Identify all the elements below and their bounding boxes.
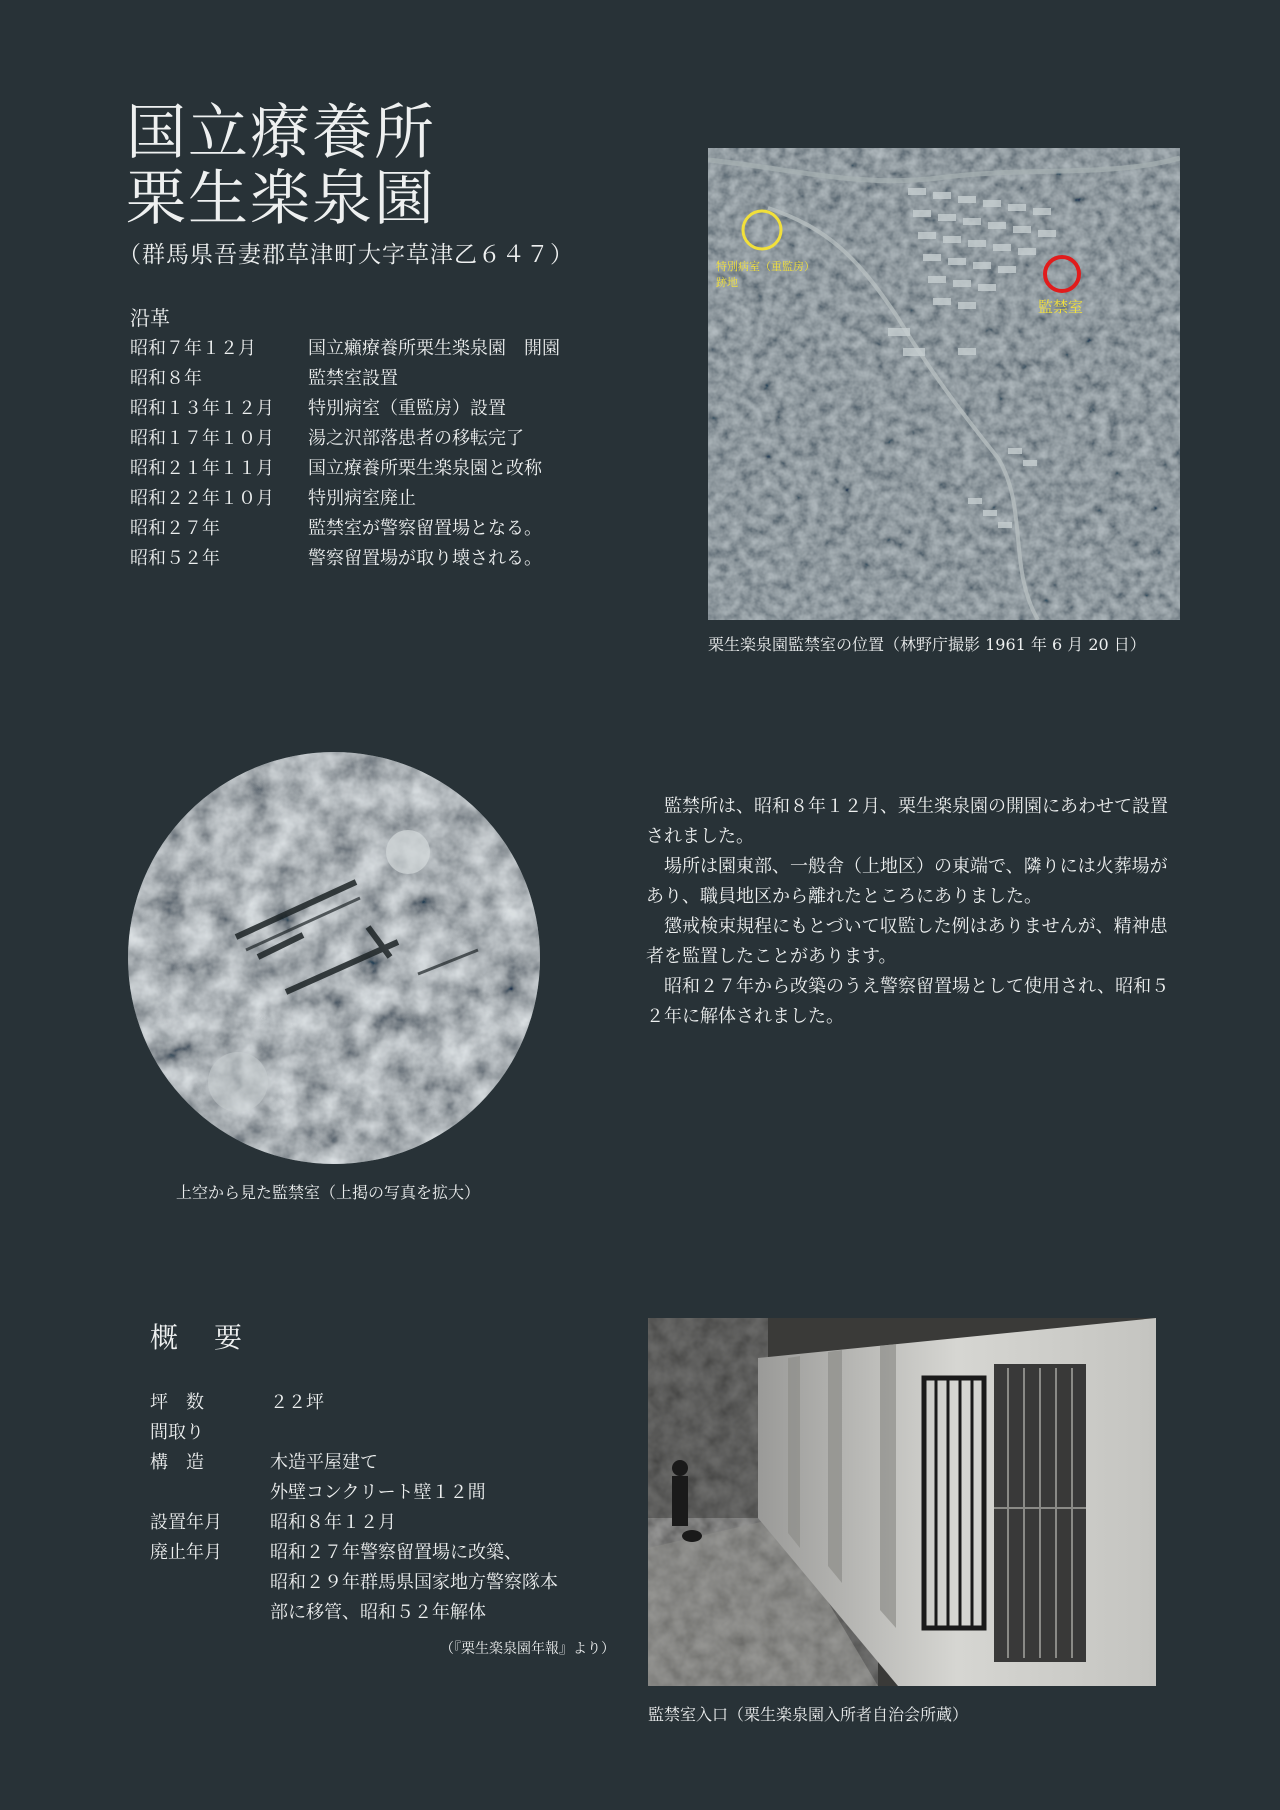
history-date: 昭和２２年１０月 [130,488,274,509]
overview-label: 構 造 [150,1452,204,1473]
overview-value: 部に移管、昭和５２年解体 [270,1602,486,1623]
history-date: 昭和５２年 [130,548,220,569]
aerial-photo-caption: 栗生楽泉園監禁室の位置（林野庁撮影 1961 年 6 月 20 日） [708,635,1146,654]
overview-value: 昭和２９年群馬県国家地方警察隊本 [270,1572,558,1593]
history-date: 昭和１３年１２月 [130,398,274,419]
overview-heading: 概 要 [150,1321,247,1354]
overview-value: 木造平屋建て [270,1452,378,1473]
history-event: 湯之沢部落患者の移転完了 [308,428,524,449]
history-event: 警察留置場が取り壊される。 [308,548,542,569]
overview-source: （『栗生楽泉園年報』より） [440,1641,615,1657]
history-date: 昭和７年１２月 [130,338,256,359]
overview-value: 昭和８年１２月 [270,1512,396,1533]
description-paragraph: 場所は園東部、一般舎（上地区）の東端で、隣りには火葬場があり、職員地区から離れたところにありました。 [646,856,1168,907]
history-date: 昭和２１年１１月 [130,458,274,479]
closeup-photo-image [128,752,540,1164]
history-event: 特別病室廃止 [308,488,416,509]
history-event: 国立療養所栗生楽泉園と改称 [308,458,542,479]
page-title-line-1: 国立療養所 [126,98,436,168]
overview-label: 廃止年月 [150,1542,222,1563]
label-confinement-room: 監禁室 [1038,298,1084,316]
history-event: 監禁室設置 [308,368,398,389]
entrance-photo [648,1318,1156,1686]
overview-value: 昭和２７年警察留置場に改築、 [270,1542,522,1563]
history-event: 国立癩療養所栗生楽泉園 開園 [308,338,560,359]
label-special-ward: 特別病室（重監房） [716,260,815,273]
overview-label: 設置年月 [150,1512,222,1533]
description-paragraph: 昭和２７年から改築のうえ警察留置場として使用され、昭和５２年に解体されました。 [646,976,1170,1027]
history-event: 特別病室（重監房）設置 [308,398,506,419]
page-title-line-2: 栗生楽泉園 [126,164,436,234]
label-special-ward-site: 跡地 [716,276,738,289]
overview-list [150,1388,610,1628]
overview-value: ２２坪 [270,1392,324,1413]
aerial-photo-image [708,148,1180,620]
entrance-photo-image [648,1318,1156,1686]
history-date: 昭和２７年 [130,518,220,539]
history-date: 昭和８年 [130,368,202,389]
closeup-photo-caption: 上空から見た監禁室（上掲の写真を拡大） [176,1183,481,1202]
description-paragraph: 監禁所は、昭和８年１２月、栗生楽泉園の開園にあわせて設置されました。 [646,796,1168,847]
history-list [130,334,650,574]
description-paragraph: 懲戒検束規程にもとづいて収監した例はありませんが、精神患者を監置したことがあります。 [646,916,1168,967]
entrance-photo-caption: 監禁室入口（栗生楽泉園入所者自治会所蔵） [648,1705,969,1724]
address: （群馬県吾妻郡草津町大字草津乙６４７） [118,242,574,268]
history-date: 昭和１７年１０月 [130,428,274,449]
history-event: 監禁室が警察留置場となる。 [308,518,542,539]
description-text [646,792,1182,1032]
overview-label: 坪 数 [150,1392,204,1413]
overview-value: 外壁コンクリート壁１２間 [270,1482,486,1503]
closeup-photo [128,752,540,1164]
overview-label: 間取り [150,1422,204,1443]
history-heading: 沿革 [130,306,170,330]
aerial-photo [708,148,1180,620]
